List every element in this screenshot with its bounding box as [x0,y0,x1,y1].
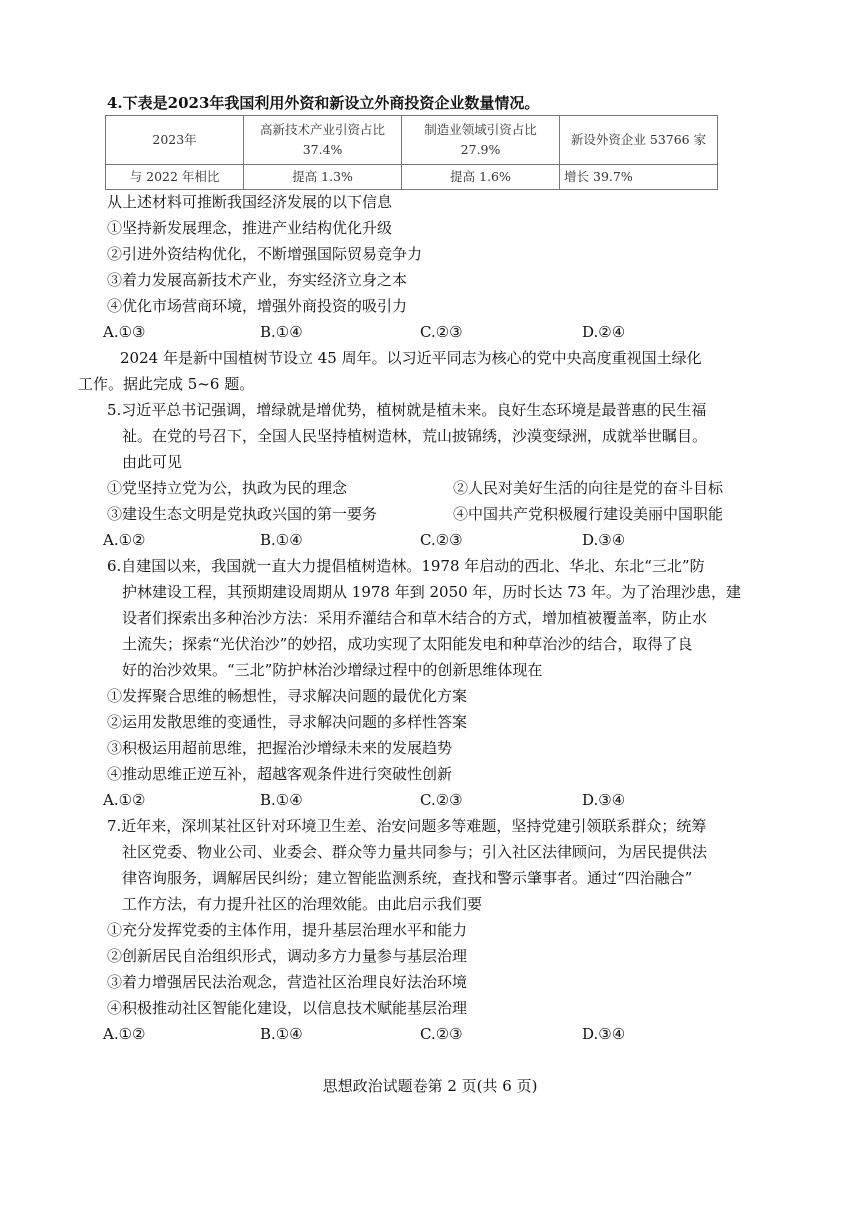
q6-item: ①发挥聚合思维的畅想性，寻求解决问题的最优化方案 [107,687,468,705]
intro-line: 工作。据此完成 5~6 题。 [78,375,255,393]
table-cell: 与 2022 年相比 [106,165,244,190]
table-cell: 2023年 [106,116,244,165]
page-footer: 思想政治试题卷第 2 页(共 6 页) [322,1077,538,1095]
q4-lead: 从上述材料可推断我国经济发展的以下信息 [107,193,393,211]
q7-option-a: A.①② [103,1025,146,1043]
q7-stem-line: 律咨询服务，调解居民纠纷；建立智能监测系统，查找和警示肇事者。通过“四治融合” [122,869,693,887]
q6-stem-line: 6.自建国以来，我国就一直大力提倡植树造林。1978 年启动的西北、华北、东北“三北”防 [107,557,705,575]
table-cell: 提高 1.3% [244,165,402,190]
q5-option-a: A.①② [103,531,146,549]
q6-option-c: C.②③ [420,791,463,809]
q7-item: ②创新居民自治组织形式，调动多方力量参与基层治理 [107,947,468,965]
q5-stem-line: 祉。在党的号召下，全国人民坚持植树造林，荒山披锦绣，沙漠变绿洲，成就举世瞩目。 [122,427,708,445]
q5-item: ①党坚持立党为公，执政为民的理念 [107,479,348,497]
q4-option-c: C.②③ [420,323,463,341]
q5-option-b: B.①④ [260,531,303,549]
q7-option-c: C.②③ [420,1025,463,1043]
q7-item: ①充分发挥党委的主体作用，提升基层治理水平和能力 [107,921,468,939]
q6-stem-line: 好的治沙效果。“三北”防护林治沙增绿过程中的创新思维体现在 [122,661,543,679]
q4-option-b: B.①④ [260,323,303,341]
q4-item: ①坚持新发展理念，推进产业结构优化升级 [107,219,393,237]
table-cell: 提高 1.6% [402,165,560,190]
table-cell: 新设外资企业 53766 家 [560,116,718,165]
table-cell: 增长 39.7% [560,165,718,190]
q4-data-table [105,115,718,190]
q5-item: ②人民对美好生活的向往是党的奋斗目标 [453,479,724,497]
q4-option-a: A.①③ [103,323,146,341]
q7-stem-line: 社区党委、物业公司、业委会、群众等力量共同参与；引入社区法律顾问，为居民提供法 [122,843,708,861]
q6-option-b: B.①④ [260,791,303,809]
q7-option-d: D.③④ [582,1025,626,1043]
q5-option-c: C.②③ [420,531,463,549]
intro-line: 2024 年是新中国植树节设立 45 周年。以习近平同志为核心的党中央高度重视国土绿化 [120,349,702,367]
q6-option-d: D.③④ [582,791,626,809]
q7-item: ④积极推动社区智能化建设，以信息技术赋能基层治理 [107,999,468,1017]
q7-stem-line: 7.近年来，深圳某社区针对环境卫生差、治安问题多等难题，坚持党建引领联系群众；统筹 [107,817,707,835]
q6-item: ②运用发散思维的变通性，寻求解决问题的多样性答案 [107,713,468,731]
q7-item: ③着力增强居民法治观念，营造社区治理良好法治环境 [107,973,468,991]
q4-stem: 4.下表是2023年我国利用外资和新设立外商投资企业数量情况。 [107,94,540,112]
q4-item: ③着力发展高新技术产业，夯实经济立身之本 [107,271,408,289]
q4-item: ②引进外资结构优化，不断增强国际贸易竞争力 [107,245,423,263]
q5-option-d: D.③④ [582,531,626,549]
q6-stem-line: 土流失；探索“光伏治沙”的妙招，成功实现了太阳能发电和种草治沙的结合，取得了良 [122,635,693,653]
q6-stem-line: 设者们探索出多种治沙方法：采用乔灌结合和草木结合的方式，增加植被覆盖率，防止水 [122,609,708,627]
table-cell: 制造业领域引资占比 27.9% [402,116,560,165]
q6-item: ④推动思维正逆互补，超越客观条件进行突破性创新 [107,765,453,783]
q5-item: ④中国共产党积极履行建设美丽中国职能 [453,505,724,523]
table-cell: 高新技术产业引资占比 37.4% [244,116,402,165]
q4-item: ④优化市场营商环境，增强外商投资的吸引力 [107,297,408,315]
q5-stem-line: 由此可见 [122,453,183,471]
q6-stem-line: 护林建设工程，其预期建设周期从 1978 年到 2050 年，历时长达 73 年。为了治理沙患，建 [122,583,742,601]
q7-option-b: B.①④ [260,1025,303,1043]
q4-option-d: D.②④ [582,323,626,341]
q6-item: ③积极运用超前思维，把握治沙增绿未来的发展趋势 [107,739,453,757]
q5-item: ③建设生态文明是党执政兴国的第一要务 [107,505,378,523]
q5-stem-line: 5.习近平总书记强调，增绿就是增优势，植树就是植未来。良好生态环境是最普惠的民生福 [107,401,707,419]
q7-stem-line: 工作方法，有力提升社区的治理效能。由此启示我们要 [122,895,483,913]
q6-option-a: A.①② [103,791,146,809]
